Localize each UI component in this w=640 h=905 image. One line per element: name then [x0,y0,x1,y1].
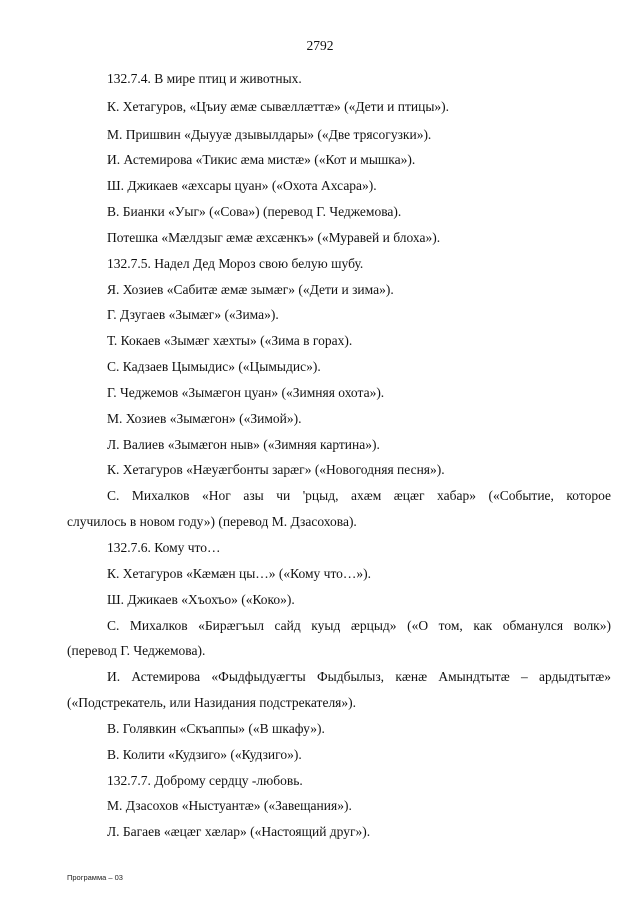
body-line: И. Астемирова «Тикис æма мистæ» («Кот и мышка»). [107,152,416,167]
body-line: К. Хетагуров, «Цъиу æмæ сывæллæттæ» («Дети и птицы»). [107,99,450,114]
body-line: 132.7.4. В мире птиц и животных. [107,71,302,86]
page-number: 2792 [306,38,334,53]
body-line: Л. Багаев «æцæг хæлар» («Настоящий друг»). [107,824,371,839]
body-line: Л. Валиев «Зымæгон ныв» («Зимняя картина»). [107,437,380,452]
body-line: 132.7.6. Кому что… [107,540,221,555]
body-line: М. Дзасохов «Ныстуантæ» («Завещания»). [107,798,352,813]
body-line: Я. Хозиев «Сабитæ æмæ зымæг» («Дети и зима»). [107,282,394,297]
body-line: (перевод Г. Чеджемова). [67,643,206,658]
body-line: 132.7.7. Доброму сердцу -любовь. [107,773,303,788]
body-line: («Подстрекатель, или Назидания подстрекателя»). [67,695,357,710]
body-line: К. Хетагуров «Кæмæн цы…» («Кому что…»). [107,566,372,581]
body-line: К. Хетагуров «Нæуæгбонты зарæг» («Новогодняя песня»). [107,462,445,477]
body-line: Потешка «Мæлдзыг æмæ æхсæнкъ» («Муравей и блоха»). [107,230,441,245]
body-line: В. Бианки «Уыг» («Сова») (перевод Г. Чеджемова). [107,204,402,219]
body-line: случилось в новом году») (перевод М. Дзасохова). [67,514,357,529]
body-line: В. Колити «Кудзиго» («Кудзиго»). [107,747,302,762]
body-line: С. Михалков «Ног азы чи 'рцыд, ахæм æцæг хабар» («Событие, которое [107,488,611,503]
body-line: М. Хозиев «Зымæгон» («Зимой»). [107,411,302,426]
body-line: Ш. Джикаев «Хъохъо» («Коко»). [107,592,295,607]
body-line: Г. Дзугаев «Зымæг» («Зима»). [107,307,279,322]
body-line: М. Пришвин «Дыууæ дзывылдары» («Две трясогузки»). [107,127,432,142]
body-line: 132.7.5. Надел Дед Мороз свою белую шубу. [107,256,364,271]
body-line: С. Михалков «Бирæгъыл сайд куыд æрцыд» («О том, как обманулся волк») [107,618,611,633]
body-line: Г. Чеджемов «Зымæгон цуан» («Зимняя охота»). [107,385,385,400]
footer-label: Программа – 03 [67,873,123,882]
body-line: В. Голявкин «Скъаппы» («В шкафу»). [107,721,325,736]
body-line: С. Кадзаев Цымыдис» («Цымыдис»). [107,359,321,374]
body-line: Ш. Джикаев «æхсары цуан» («Охота Ахсара»). [107,178,377,193]
body-line: Т. Кокаев «Зымæг хæхты» («Зима в горах). [107,333,353,348]
body-line: И. Астемирова «Фыдфыдуæгты Фыдбылыз, кæнæ Амындтытæ – ардыдтытæ» [107,669,611,684]
